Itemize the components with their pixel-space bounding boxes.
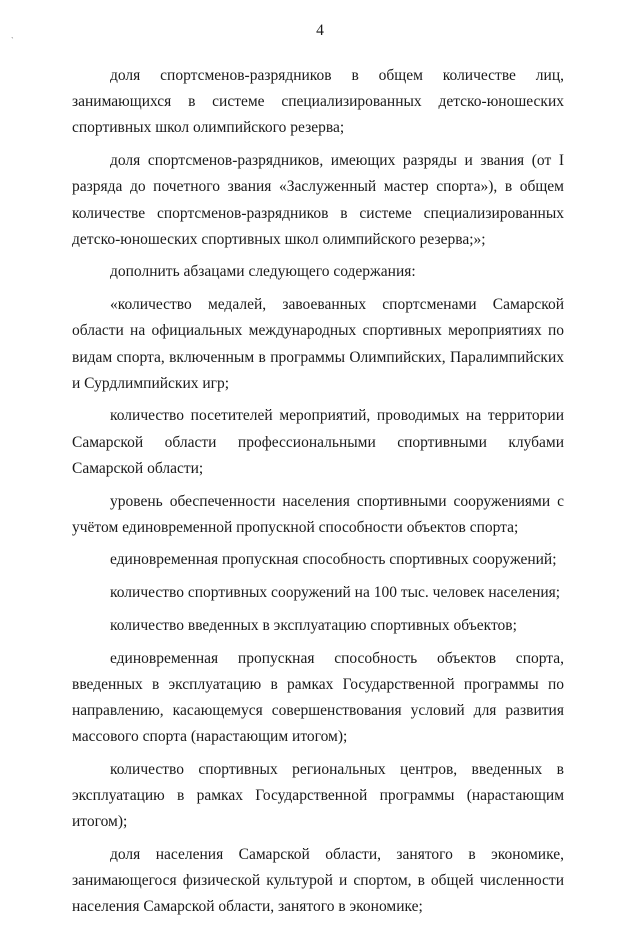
document-body [72, 63, 564, 927]
page-number: 4 [316, 22, 324, 39]
paragraph: количество спортивных сооружений на 100 тыс. человек населения; [110, 584, 561, 602]
corner-mark: ` [11, 36, 14, 45]
paragraph: количество спортивных региональных центров, введенных в эксплуатацию в рамках Государственной программы (нарастающим итогом); [72, 760, 564, 831]
paragraph: доля населения Самарской области, занятого в экономике, занимающегося физической культурой и спортом, в общей численности населения Самарской области, занятого в экономике; [72, 845, 564, 916]
paragraph: уровень обеспеченности населения спортивными сооружениями с учётом единовременной пропускной способности объектов спорта; [72, 492, 564, 536]
paragraph: количество введенных в эксплуатацию спортивных объектов; [110, 616, 517, 634]
paragraph: количество посетителей мероприятий, проводимых на территории Самарской области профессиональными спортивными клубами Самарской области; [72, 407, 564, 477]
paragraph: дополнить абзацами следующего содержания: [110, 263, 416, 281]
paragraph: единовременная пропускная способность объектов спорта, введенных в эксплуатацию в рамках Государственной программы по направлению, касающемуся совершенствования условий для развития массового спорта (нарастающим итогом); [72, 649, 564, 746]
paragraph: доля спортсменов-разрядников в общем количестве лиц, занимающихся в системе специализированных детско-юношеских спортивных школ олимпийского резерва; [72, 67, 564, 137]
paragraph: «количество медалей, завоеванных спортсменами Самарской области на официальных международных спортивных мероприятиях по видам спорта, включенным в программы Олимпийских, Паралимпийских и Сурдлимпийских игр; [72, 296, 564, 392]
paragraph: единовременная пропускная способность спортивных сооружений; [110, 551, 557, 569]
paragraph: доля спортсменов-разрядников, имеющих разряды и звания (от I разряда до почетного звания «Заслуженный мастер спорта»), в общем количестве спортсменов-разрядников в системе специализированных детско-юношеских спортивных школ олимпийского резерва;»; [72, 152, 564, 248]
